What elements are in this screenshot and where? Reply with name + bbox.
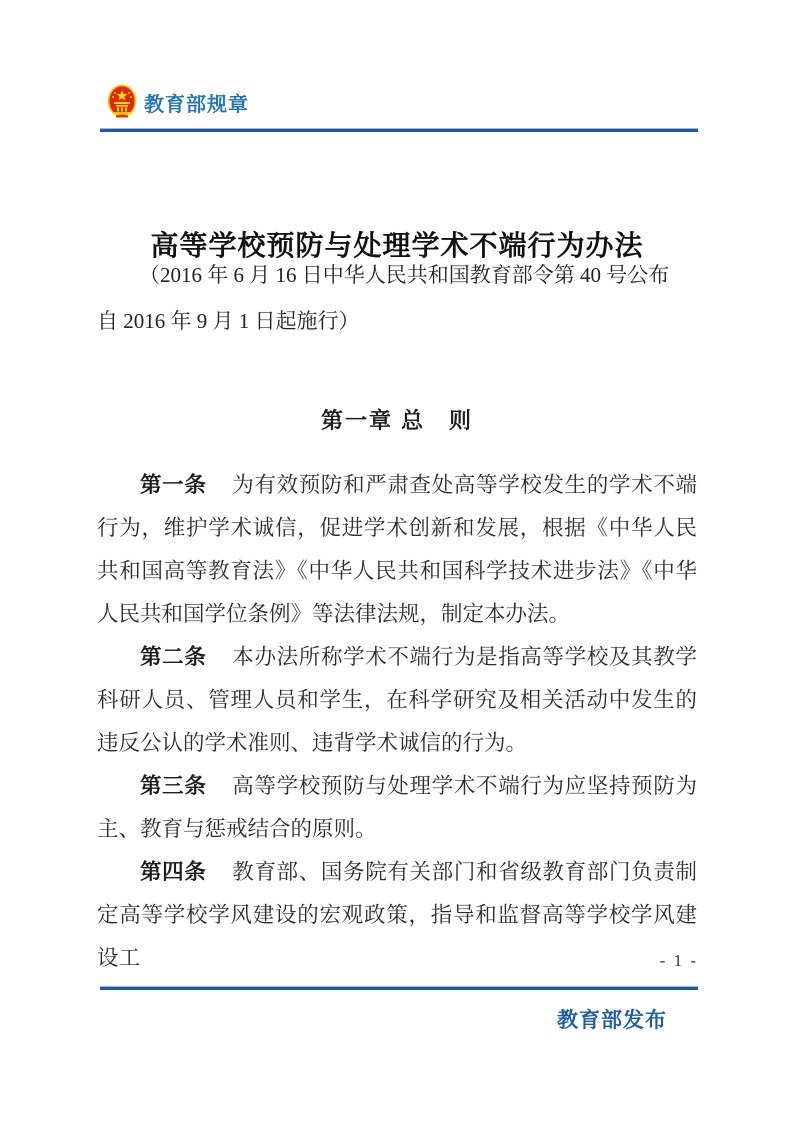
article-paragraph xyxy=(97,636,697,765)
article-label: 第三条 xyxy=(140,774,207,798)
china-national-emblem-icon xyxy=(107,84,137,120)
article-paragraph xyxy=(97,851,697,980)
page-header xyxy=(107,84,249,120)
page-number: - 1 - xyxy=(659,951,698,970)
article-text: 高等学校预防与处理学术不端行为应坚持预防为主、教育与惩戒结合的原则。 xyxy=(97,774,697,841)
subtitle-line-1: （2016 年 6 月 16 日中华人民共和国教育部令第 40 号公布 xyxy=(139,263,670,287)
article-text: 为有效预防和严肃查处高等学校发生的学术不端行为，维护学术诚信，促进学术创新和发展，根据《中华人民共和国高等教育法》《中华人民共和国科学技术进步法》《中华人民共和国学位条例》等法律法规，制定本办法。 xyxy=(97,473,697,626)
header-badge-label: 教育部规章 xyxy=(144,93,249,116)
article-text: 本办法所称学术不端行为是指高等学校及其教学科研人员、管理人员和学生，在科学研究及相关活动中发生的违反公认的学术准则、违背学术诚信的行为。 xyxy=(97,645,697,755)
article-label: 第四条 xyxy=(140,860,207,884)
article-list xyxy=(97,464,697,980)
article-paragraph xyxy=(97,765,697,851)
publisher-label: 教育部发布 xyxy=(557,1009,667,1032)
article-paragraph xyxy=(97,464,697,636)
header-rule xyxy=(100,128,698,132)
document-title: 高等学校预防与处理学术不端行为办法 xyxy=(150,230,644,262)
chapter-heading: 第一章 总 则 xyxy=(320,408,474,434)
subtitle-line-2: 自 2016 年 9 月 1 日起施行） xyxy=(97,309,360,333)
article-text: 教育部、国务院有关部门和省级教育部门负责制定高等学校学风建设的宏观政策，指导和监督高等学校学风建设工 xyxy=(97,860,697,970)
footer-rule xyxy=(100,986,698,990)
article-label: 第二条 xyxy=(140,645,207,669)
article-label: 第一条 xyxy=(140,473,207,497)
document-subtitle xyxy=(97,252,697,344)
